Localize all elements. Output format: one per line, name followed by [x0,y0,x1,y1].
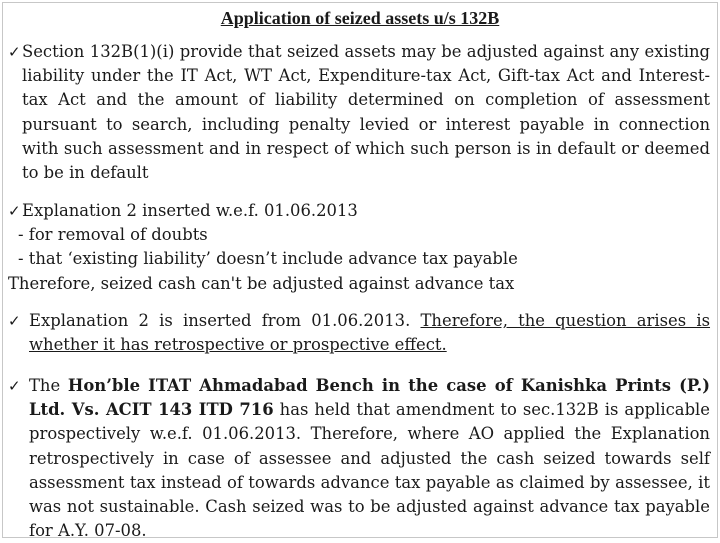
explanation-2-paragraph [8,199,710,296]
checkmark-icon: ✓ [8,312,21,330]
checkmark-icon: ✓ [8,43,21,61]
explanation-2-point-1: - for removal of doubts [18,225,208,245]
itat-ruling-paragraph [8,374,710,543]
itat-ruling-prefix: The [29,376,68,395]
section-132b-text: Section 132B(1)(i) provide that seized assets may be adjusted against any existing liability under the IT Act, WT Act, Expenditure-tax Act, Gift-tax Act and Interest-tax Act and the amount of liability determined on completion of assessment pursuant to search, including penalty levied or interest payable in connection with such assessment and in respect of which such person is in default or deemed to be in default [22,42,710,183]
explanation-effect-text: Explanation 2 is inserted from 01.06.2013. [29,311,421,330]
checkmark-icon: ✓ [8,377,21,395]
itat-ruling-text: has held that amendment to sec.132B is applicable prospectively w.e.f. 01.06.2013. Therefore, where AO applied the Explanation retrospectively in case of assessee and adjusted the cash seized towards self assessment tax instead of towards advance tax payable as claimed by assessee, it was not sustainable. Cash seized was to be adjusted against advance tax payable for A.Y. 07-08. [29,400,711,541]
explanation-2-point-2: - that ‘existing liability’ doesn’t include advance tax payable [18,249,518,269]
explanation-2-heading: Explanation 2 inserted w.e.f. 01.06.2013 [22,201,358,220]
explanation-2-conclusion: Therefore, seized cash can't be adjusted against advance tax [8,273,515,293]
checkmark-icon: ✓ [8,202,21,220]
itat-case-citation: Hon’ble ITAT Ahmadabad Bench in the case of Kanishka Prints (P.) Ltd. Vs. ACIT 143 ITD 716 [29,376,710,420]
section-132b-paragraph [8,40,710,185]
explanation-effect-question: Therefore, the question arises is whether it has retrospective or prospective effect. [29,311,711,355]
explanation-effect-paragraph [8,309,710,357]
slide-title: Application of seized assets u/s 132B [220,8,500,28]
